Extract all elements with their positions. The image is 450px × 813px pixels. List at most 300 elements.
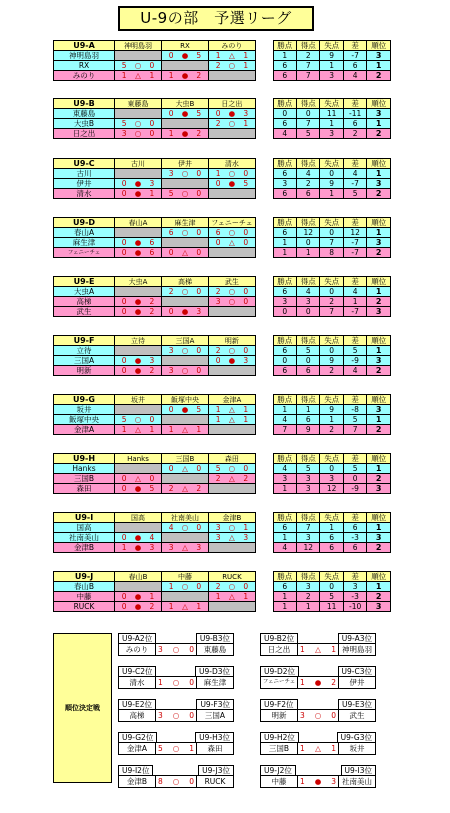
table-row — [54, 297, 391, 307]
match-result — [115, 189, 162, 199]
score: 1 — [331, 645, 336, 654]
result-symbol: ○ — [172, 645, 180, 654]
match-result — [162, 346, 209, 356]
score: 1 — [215, 414, 221, 424]
table-header-row — [54, 159, 391, 169]
score: 1 — [300, 777, 305, 786]
score: 1 — [168, 128, 174, 138]
row-team-name: 春山B — [54, 582, 115, 592]
league-table — [53, 98, 391, 139]
result-symbol: ● — [228, 108, 236, 118]
self-cell — [208, 248, 255, 258]
placement-match — [260, 699, 376, 722]
stat-cell: 1 — [273, 533, 296, 543]
score: 3 — [158, 645, 163, 654]
stat-cell: -11 — [343, 109, 366, 119]
stat-cell: 3 — [296, 582, 319, 592]
stat-header: 得点 — [296, 99, 319, 109]
match-result — [162, 307, 209, 317]
score: 0 — [196, 188, 202, 198]
stat-cell: 3 — [273, 297, 296, 307]
score: 3 — [215, 296, 221, 306]
stat-cell: 0 — [296, 356, 319, 366]
stat-cell: 11 — [320, 602, 343, 612]
stat-cell: -3 — [343, 592, 366, 602]
stat-cell: 3 — [320, 474, 343, 484]
column-gap — [255, 61, 273, 71]
column-gap — [255, 356, 273, 366]
stat-cell: 3 — [343, 582, 366, 592]
score: 1 — [243, 591, 249, 601]
result-symbol: △ — [182, 601, 188, 611]
row-team-name: 大虫A — [54, 287, 115, 297]
table-row — [54, 474, 391, 484]
result-symbol: ● — [134, 178, 142, 188]
stat-cell: 1 — [296, 405, 319, 415]
stat-cell: 6 — [273, 228, 296, 238]
result-symbol: ● — [181, 50, 189, 60]
score: 1 — [196, 424, 202, 434]
score: 0 — [189, 777, 194, 786]
score: 5 — [149, 483, 155, 493]
result-symbol: △ — [135, 424, 141, 434]
match-result — [162, 425, 209, 435]
result-symbol: ○ — [181, 522, 189, 532]
placement-match — [118, 699, 234, 722]
column-gap — [255, 99, 273, 109]
match-result — [162, 602, 209, 612]
rank-cell: 2 — [367, 129, 391, 139]
column-gap — [255, 51, 273, 61]
stat-cell: 0 — [273, 307, 296, 317]
score: 0 — [189, 678, 194, 687]
score: 0 — [121, 247, 127, 257]
stat-cell: 0 — [273, 109, 296, 119]
column-gap — [255, 464, 273, 474]
table-header-row — [54, 99, 391, 109]
column-gap — [255, 129, 273, 139]
league-table — [53, 453, 391, 494]
match-result — [208, 346, 255, 356]
score: 2 — [149, 306, 155, 316]
score: 6 — [149, 247, 155, 257]
score: 0 — [243, 463, 249, 473]
score: 0 — [196, 365, 202, 375]
column-gap — [255, 179, 273, 189]
score: 0 — [189, 645, 194, 654]
match-result — [162, 287, 209, 297]
match-score — [155, 677, 197, 688]
score: 5 — [158, 744, 163, 753]
stat-header: 順位 — [367, 159, 391, 169]
rank-cell: 2 — [367, 248, 391, 258]
column-gap — [255, 169, 273, 179]
score: 0 — [189, 711, 194, 720]
row-team-name: 麻生津 — [54, 238, 115, 248]
column-gap — [255, 238, 273, 248]
team-left: フェニーチェ — [262, 679, 296, 685]
result-symbol: ○ — [172, 777, 180, 786]
row-team-name: 東藤島 — [54, 109, 115, 119]
seed-right: U9-C3位 — [338, 666, 376, 676]
stat-header: 順位 — [367, 99, 391, 109]
placement-match — [260, 666, 376, 689]
result-symbol: ○ — [134, 128, 142, 138]
self-cell — [162, 238, 209, 248]
stat-cell: 11 — [320, 109, 343, 119]
stat-header: 勝点 — [273, 395, 296, 405]
score: 0 — [149, 473, 155, 483]
column-team-name: フェニーチェ — [208, 218, 255, 228]
score: 0 — [215, 108, 221, 118]
match-result — [208, 297, 255, 307]
stat-cell: 3 — [296, 297, 319, 307]
stat-cell: 5 — [343, 189, 366, 199]
stat-header: 得点 — [296, 277, 319, 287]
score: 1 — [215, 404, 221, 414]
stat-header: 得点 — [296, 41, 319, 51]
score: 2 — [215, 118, 221, 128]
stat-cell: 0 — [343, 474, 366, 484]
match-score — [155, 710, 197, 721]
score: 0 — [243, 345, 249, 355]
result-symbol: △ — [229, 237, 235, 247]
result-symbol: ● — [181, 108, 189, 118]
score: 1 — [243, 414, 249, 424]
seed-right: U9-J3位 — [198, 765, 234, 775]
self-cell — [162, 356, 209, 366]
score: 0 — [168, 306, 174, 316]
stat-header: 順位 — [367, 513, 391, 523]
match-score — [155, 644, 197, 655]
self-cell — [115, 582, 162, 592]
result-symbol: ○ — [228, 345, 236, 355]
stat-cell: 1 — [343, 297, 366, 307]
stat-cell: 6 — [273, 287, 296, 297]
row-team-name: 三国B — [54, 474, 115, 484]
score: 0 — [121, 483, 127, 493]
row-team-name: RX — [54, 61, 115, 71]
match-result — [208, 523, 255, 533]
result-symbol: ● — [181, 404, 189, 414]
match-result — [208, 405, 255, 415]
score: 0 — [331, 711, 336, 720]
score: 2 — [215, 581, 221, 591]
score: 3 — [300, 711, 305, 720]
score: 1 — [149, 70, 155, 80]
rank-cell: 3 — [367, 238, 391, 248]
column-gap — [255, 346, 273, 356]
score: 1 — [243, 118, 249, 128]
seed-right: U9-D3位 — [195, 666, 234, 676]
score: 0 — [121, 296, 127, 306]
stat-header: 差 — [343, 41, 366, 51]
placement-match — [260, 732, 376, 755]
score: 1 — [121, 424, 127, 434]
stat-header: 失点 — [320, 277, 343, 287]
column-gap — [255, 513, 273, 523]
rank-cell: 3 — [367, 484, 391, 494]
table-row — [54, 484, 391, 494]
stat-cell: 6 — [273, 189, 296, 199]
match-result — [162, 228, 209, 238]
self-cell — [208, 366, 255, 376]
column-team-name: 明新 — [208, 336, 255, 346]
score: 3 — [243, 532, 249, 542]
stat-cell: 3 — [320, 129, 343, 139]
column-gap — [255, 277, 273, 287]
score: 5 — [121, 414, 127, 424]
match-result — [115, 543, 162, 553]
match-result — [208, 238, 255, 248]
row-team-name: 伊井 — [54, 179, 115, 189]
stat-header: 失点 — [320, 454, 343, 464]
rank-cell: 1 — [367, 287, 391, 297]
score: 0 — [243, 286, 249, 296]
seed-right: U9-I3位 — [341, 765, 376, 775]
stat-header: 差 — [343, 513, 366, 523]
table-header-row — [54, 454, 391, 464]
table-row — [54, 425, 391, 435]
stat-cell: 1 — [273, 405, 296, 415]
stat-cell: -9 — [343, 484, 366, 494]
stat-cell: 7 — [296, 119, 319, 129]
table-row — [54, 169, 391, 179]
table-header-row — [54, 513, 391, 523]
result-symbol: ○ — [172, 744, 180, 753]
column-gap — [255, 602, 273, 612]
table-row — [54, 592, 391, 602]
table-row — [54, 523, 391, 533]
score: 0 — [196, 247, 202, 257]
stat-cell: 0 — [296, 307, 319, 317]
self-cell — [115, 169, 162, 179]
stat-header: 失点 — [320, 41, 343, 51]
score: 0 — [215, 178, 221, 188]
stat-cell: 7 — [320, 307, 343, 317]
score: 1 — [300, 645, 305, 654]
stat-cell: 5 — [296, 129, 319, 139]
score: 1 — [121, 542, 127, 552]
table-header-row — [54, 336, 391, 346]
rank-cell: 2 — [367, 592, 391, 602]
self-cell — [162, 179, 209, 189]
group-label: U9-I — [54, 513, 115, 523]
league-table — [53, 276, 391, 317]
result-symbol: ○ — [172, 678, 180, 687]
result-symbol: ● — [134, 296, 142, 306]
match-result — [162, 582, 209, 592]
placement-match — [118, 765, 234, 788]
stat-header: 得点 — [296, 218, 319, 228]
result-symbol: ● — [134, 306, 142, 316]
rank-cell: 3 — [367, 179, 391, 189]
match-score — [297, 776, 339, 787]
result-symbol: ○ — [228, 463, 236, 473]
column-gap — [255, 572, 273, 582]
stat-cell: 0 — [320, 169, 343, 179]
score: 0 — [149, 128, 155, 138]
seed-right: U9-E3位 — [338, 699, 376, 709]
table-row — [54, 366, 391, 376]
rank-cell: 1 — [367, 582, 391, 592]
score: 0 — [243, 168, 249, 178]
score: 3 — [243, 355, 249, 365]
stat-cell: 4 — [296, 287, 319, 297]
row-team-name: 中藤 — [54, 592, 115, 602]
stat-cell: 1 — [296, 248, 319, 258]
stat-cell: 6 — [296, 189, 319, 199]
column-gap — [255, 71, 273, 81]
column-gap — [255, 533, 273, 543]
result-symbol: ○ — [314, 711, 322, 720]
seed-left: U9-E2位 — [118, 699, 156, 709]
score: 6 — [149, 237, 155, 247]
row-team-name: 立待 — [54, 346, 115, 356]
match-score — [297, 677, 339, 688]
column-gap — [255, 425, 273, 435]
score: 0 — [149, 414, 155, 424]
column-team-name: 飯塚中央 — [162, 395, 209, 405]
column-gap — [255, 415, 273, 425]
league-table — [53, 217, 391, 258]
match-score — [297, 710, 339, 721]
stat-header: 得点 — [296, 336, 319, 346]
result-symbol: △ — [315, 744, 321, 753]
result-symbol: ○ — [228, 522, 236, 532]
league-table — [53, 394, 391, 435]
stat-header: 得点 — [296, 395, 319, 405]
column-team-name: 金津A — [208, 395, 255, 405]
score: 3 — [149, 542, 155, 552]
stat-cell: 3 — [296, 474, 319, 484]
stat-cell: 5 — [343, 415, 366, 425]
stat-cell: 4 — [273, 415, 296, 425]
score: 0 — [196, 463, 202, 473]
stat-header: 失点 — [320, 513, 343, 523]
stat-header: 差 — [343, 277, 366, 287]
table-row — [54, 109, 391, 119]
stat-header: 失点 — [320, 99, 343, 109]
stat-header: 勝点 — [273, 513, 296, 523]
result-symbol: ○ — [181, 345, 189, 355]
score: 0 — [149, 118, 155, 128]
score: 1 — [243, 50, 249, 60]
row-team-name: 古川 — [54, 169, 115, 179]
stat-header: 得点 — [296, 572, 319, 582]
placement-match — [118, 732, 234, 755]
self-cell — [115, 405, 162, 415]
score: 1 — [243, 522, 249, 532]
score: 3 — [121, 128, 127, 138]
result-symbol: △ — [229, 50, 235, 60]
table-row — [54, 238, 391, 248]
stat-cell: 8 — [320, 248, 343, 258]
row-team-name: 金津B — [54, 543, 115, 553]
score: 1 — [215, 591, 221, 601]
match-result — [115, 533, 162, 543]
stat-cell: -3 — [343, 533, 366, 543]
score: 0 — [121, 188, 127, 198]
stat-cell: 4 — [343, 366, 366, 376]
score: 1 — [149, 591, 155, 601]
score: 1 — [149, 424, 155, 434]
stat-header: 失点 — [320, 395, 343, 405]
result-symbol: △ — [229, 532, 235, 542]
match-result — [115, 602, 162, 612]
score: 1 — [149, 188, 155, 198]
placement-match — [260, 765, 376, 788]
stat-cell: 6 — [273, 366, 296, 376]
table-row — [54, 356, 391, 366]
table-header-row — [54, 218, 391, 228]
column-team-name: 東藤島 — [115, 99, 162, 109]
stat-header: 順位 — [367, 454, 391, 464]
result-symbol: ○ — [134, 118, 142, 128]
result-symbol: ○ — [181, 365, 189, 375]
stat-cell: 6 — [273, 346, 296, 356]
stat-cell: 9 — [320, 51, 343, 61]
team-left: 金津A — [126, 744, 148, 753]
stat-cell: -8 — [343, 405, 366, 415]
match-result — [208, 169, 255, 179]
team-right: 武生 — [349, 711, 365, 720]
row-team-name: 森田 — [54, 484, 115, 494]
team-left: 中藤 — [271, 777, 287, 786]
stat-cell: -7 — [343, 179, 366, 189]
result-symbol: ○ — [228, 118, 236, 128]
stat-cell: 1 — [320, 119, 343, 129]
score: 8 — [158, 777, 163, 786]
column-gap — [255, 228, 273, 238]
stat-cell: 3 — [273, 179, 296, 189]
stat-cell: 5 — [343, 464, 366, 474]
seed-right: U9-F3位 — [196, 699, 234, 709]
result-symbol: △ — [229, 591, 235, 601]
column-team-name: 社南美山 — [162, 513, 209, 523]
stat-cell: 6 — [343, 523, 366, 533]
column-gap — [255, 307, 273, 317]
result-symbol: △ — [315, 645, 321, 654]
stat-cell: 0 — [320, 582, 343, 592]
match-result — [208, 582, 255, 592]
team-right: 麻生津 — [203, 678, 227, 687]
table-row — [54, 129, 391, 139]
score: 0 — [168, 404, 174, 414]
row-team-name: 金津A — [54, 425, 115, 435]
stat-cell: 6 — [343, 61, 366, 71]
match-result — [162, 484, 209, 494]
stat-cell: 6 — [273, 582, 296, 592]
result-symbol: ● — [134, 532, 142, 542]
score: 0 — [168, 247, 174, 257]
stat-cell: 0 — [320, 346, 343, 356]
self-cell — [208, 71, 255, 81]
score: 0 — [121, 601, 127, 611]
stat-cell: 7 — [343, 425, 366, 435]
column-gap — [255, 218, 273, 228]
score: 2 — [196, 128, 202, 138]
column-gap — [255, 159, 273, 169]
stat-cell: 5 — [320, 592, 343, 602]
match-result — [115, 297, 162, 307]
stat-cell: 4 — [296, 169, 319, 179]
stat-cell: 9 — [296, 425, 319, 435]
row-team-name: 春山A — [54, 228, 115, 238]
result-symbol: ○ — [228, 581, 236, 591]
match-result — [115, 474, 162, 484]
match-score — [155, 776, 197, 787]
